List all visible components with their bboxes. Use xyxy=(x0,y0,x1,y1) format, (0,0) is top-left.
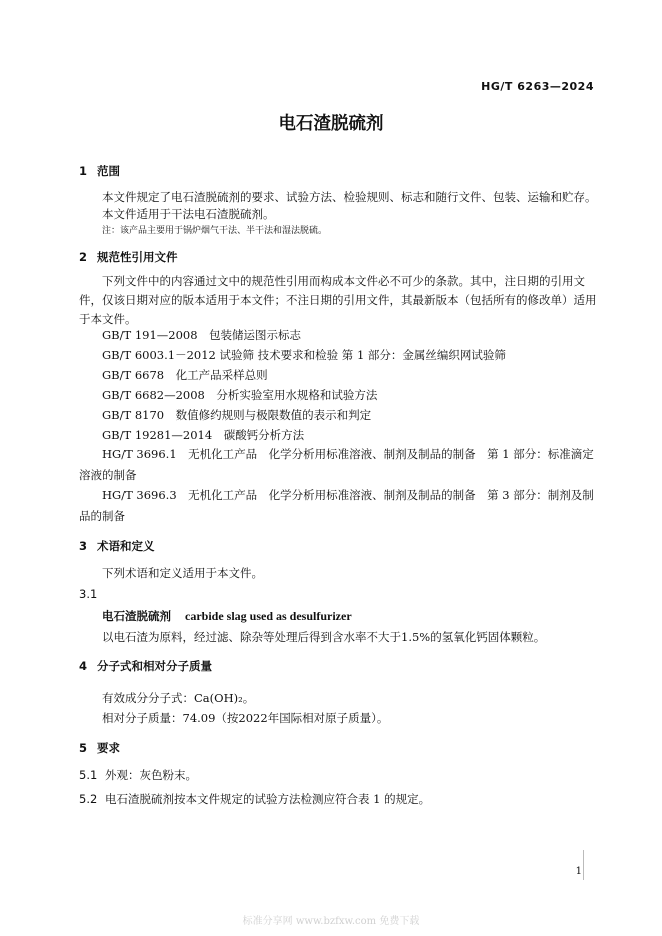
reference-item: GB/T 6003.1－2012 试验筛 技术要求和检验 第 1 部分：金属丝编织网试验筛 xyxy=(102,348,506,362)
section-2-intro: 下列文件中的内容通过文中的规范性引用而构成本文件必不可少的条款。其中，注日期的引用文件，仅该日期对应的版本适用于本文件；不注日期的引用文件，其最新版本（包括所有的修改单）适用于本文件。 xyxy=(79,274,597,326)
molecular-formula: 有效成分分子式：Ca(OH)₂。 xyxy=(102,691,255,705)
clause-text: 外观：灰色粉末。 xyxy=(105,768,197,782)
reference-item: GB/T 6682—2008 分析实验室用水规格和试验方法 xyxy=(102,388,378,402)
section-title: 分子式和相对分子质量 xyxy=(97,659,212,673)
section-number: 2 xyxy=(79,250,88,264)
section-1-paragraph-2: 本文件适用于干法电石渣脱硫剂。 xyxy=(102,207,275,221)
section-number: 1 xyxy=(79,164,88,178)
reference-item: GB/T 6678 化工产品采样总则 xyxy=(102,368,268,382)
reference-item: GB/T 19281—2014 碳酸钙分析方法 xyxy=(102,428,305,442)
reference-item: HG/T 3696.3 无机化工产品 化学分析用标准溶液、制剂及制品的制备 第 3 部分：制剂及制品的制备 xyxy=(79,488,594,523)
section-2-heading xyxy=(79,249,178,265)
section-title: 术语和定义 xyxy=(97,539,155,553)
term-entry xyxy=(102,608,352,624)
reference-item: GB/T 191—2008 包装储运图示标志 xyxy=(102,328,302,342)
section-3-heading xyxy=(79,538,155,554)
footer-divider xyxy=(583,850,584,880)
clause-number: 5.2 xyxy=(79,792,98,806)
molecular-mass: 相对分子质量：74.09（按2022年国际相对原子质量）。 xyxy=(102,711,389,725)
clause-text: 电石渣脱硫剂按本文件规定的试验方法检测应符合表 1 的规定。 xyxy=(105,792,431,806)
term-english: carbide slag used as desulfurizer xyxy=(185,609,352,623)
section-5-heading xyxy=(79,740,120,756)
section-title: 要求 xyxy=(97,741,120,755)
section-number: 4 xyxy=(79,659,88,673)
term-chinese: 电石渣脱硫剂 xyxy=(102,609,171,623)
standard-code: HG/T 6263—2024 xyxy=(481,80,594,93)
reference-item: HG/T 3696.1 无机化工产品 化学分析用标准溶液、制剂及制品的制备 第 1 部分：标准滴定溶液的制备 xyxy=(79,447,594,482)
section-title: 规范性引用文件 xyxy=(97,250,178,264)
section-1-paragraph-1: 本文件规定了电石渣脱硫剂的要求、试验方法、检验规则、标志和随行文件、包装、运输和贮存。 xyxy=(102,190,597,204)
clause-5-2 xyxy=(79,791,430,807)
section-3-intro: 下列术语和定义适用于本文件。 xyxy=(102,566,263,580)
clause-number: 5.1 xyxy=(79,768,98,782)
section-number: 3 xyxy=(79,539,88,553)
term-definition: 以电石渣为原料，经过滤、除杂等处理后得到含水率不大于1.5%的氢氧化钙固体颗粒。 xyxy=(102,630,546,644)
section-1-heading xyxy=(79,163,120,179)
section-number: 5 xyxy=(79,741,88,755)
watermark: 标准分享网 www.bzfxw.com 免费下载 xyxy=(242,916,420,927)
reference-item: GB/T 8170 数值修约规则与极限数值的表示和判定 xyxy=(102,408,372,422)
clause-5-1 xyxy=(79,767,197,783)
section-title: 范围 xyxy=(97,164,120,178)
section-4-heading xyxy=(79,658,212,674)
document-title: 电石渣脱硫剂 xyxy=(278,114,384,134)
section-1-note: 注：该产品主要用于锅炉烟气干法、半干法和湿法脱硫。 xyxy=(102,226,328,236)
page-number: 1 xyxy=(575,866,582,877)
term-number: 3.1 xyxy=(79,587,98,601)
